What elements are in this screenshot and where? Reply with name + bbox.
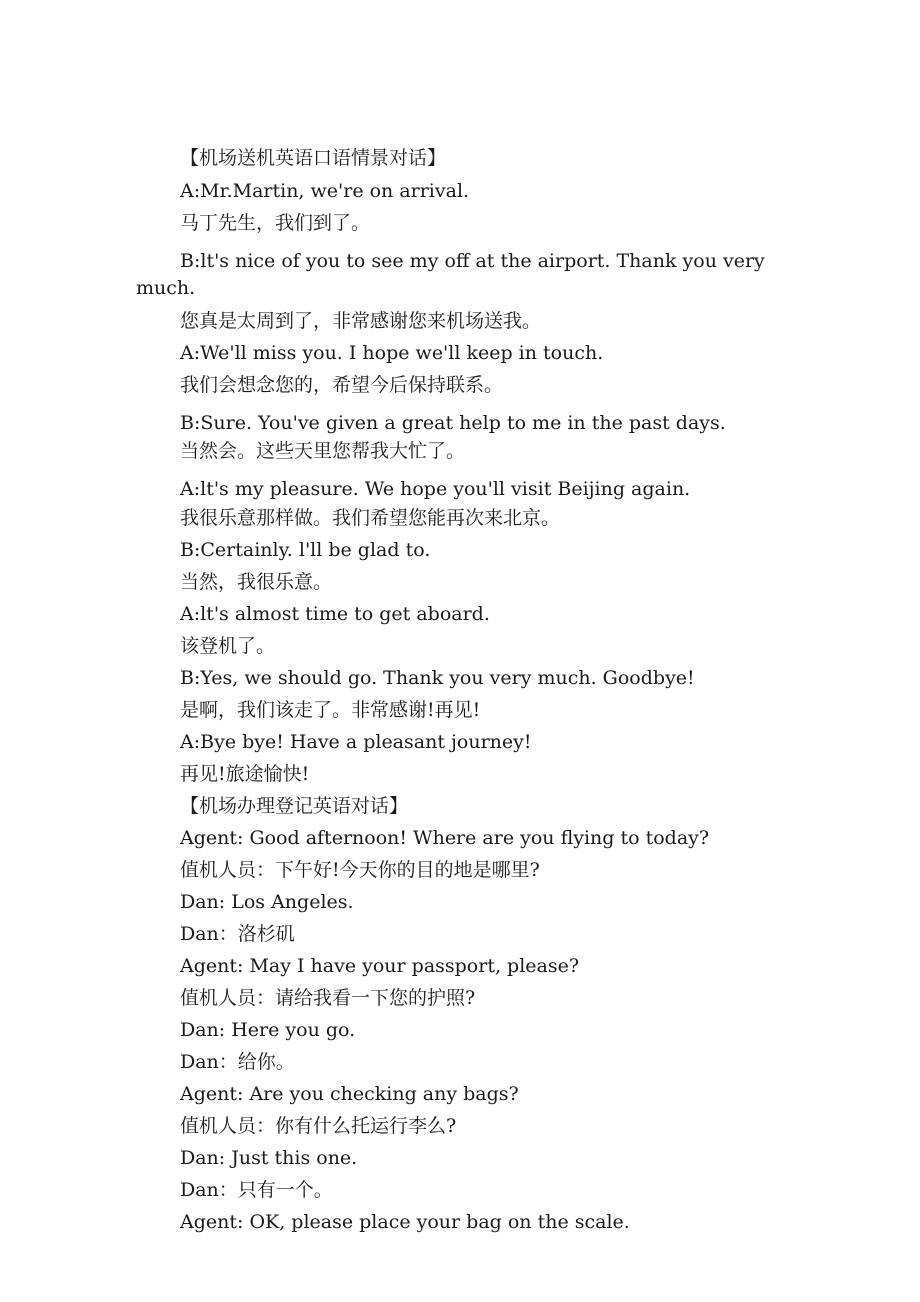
dialogue-line: 值机人员：你有什么托运行李么? (180, 1115, 457, 1137)
dialogue-line: Dan：洛杉矶 (180, 923, 295, 945)
dialogue-line: B:Sure. You've given a great help to me in the past days. (180, 412, 726, 434)
dialogue-line: B:lt's nice of you to see my off at the airport. Thank you very much. (136, 250, 765, 299)
dialogue-line: 当然会。这些天里您帮我大忙了。 (180, 440, 466, 462)
dialogue-line: 再见!旅途愉快! (180, 763, 310, 785)
dialogue-line: B:Yes, we should go. Thank you very much. Goodbye! (180, 667, 695, 689)
dialogue-line: A:We'll miss you. I hope we'll keep in touch. (180, 342, 604, 364)
section-heading-airport-checkin: 【机场办理登记英语对话】 (180, 795, 409, 817)
dialogue-line: Dan: Just this one. (180, 1147, 358, 1169)
dialogue-line: 值机人员：请给我看一下您的护照? (180, 987, 476, 1009)
dialogue-line: A:lt's my pleasure. We hope you'll visit Beijing again. (180, 478, 691, 500)
dialogue-line: A:Mr.Martin, we're on arrival. (180, 180, 470, 202)
dialogue-line: B:Certainly. l'll be glad to. (180, 539, 431, 561)
dialogue-line: A:Bye bye! Have a pleasant journey! (180, 731, 532, 753)
dialogue-line: Dan: Here you go. (180, 1019, 356, 1041)
section-heading-airport-farewell: 【机场送机英语口语情景对话】 (180, 147, 447, 169)
dialogue-line: 我很乐意那样做。我们希望您能再次来北京。 (180, 507, 561, 529)
dialogue-line: 我们会想念您的，希望今后保持联系。 (180, 374, 504, 396)
dialogue-line: 该登机了。 (180, 635, 276, 657)
dialogue-line: 当然，我很乐意。 (180, 571, 333, 593)
dialogue-line: Dan: Los Angeles. (180, 891, 354, 913)
dialogue-line: 是啊，我们该走了。非常感谢!再见! (180, 699, 481, 721)
dialogue-line: Agent: Good afternoon! Where are you flying to today? (180, 827, 710, 849)
dialogue-line: 马丁先生，我们到了。 (180, 212, 371, 234)
dialogue-line: Agent: May I have your passport, please? (180, 955, 580, 977)
dialogue-line: A:lt's almost time to get aboard. (180, 603, 490, 625)
dialogue-line: Dan：只有一个。 (180, 1179, 333, 1201)
dialogue-line: Dan：给你。 (180, 1051, 295, 1073)
dialogue-line: 您真是太周到了，非常感谢您来机场送我。 (180, 310, 542, 332)
dialogue-line: Agent: OK, please place your bag on the scale. (180, 1211, 630, 1233)
dialogue-line: Agent: Are you checking any bags? (180, 1083, 519, 1105)
dialogue-line: 值机人员：下午好!今天你的目的地是哪里? (180, 859, 540, 881)
